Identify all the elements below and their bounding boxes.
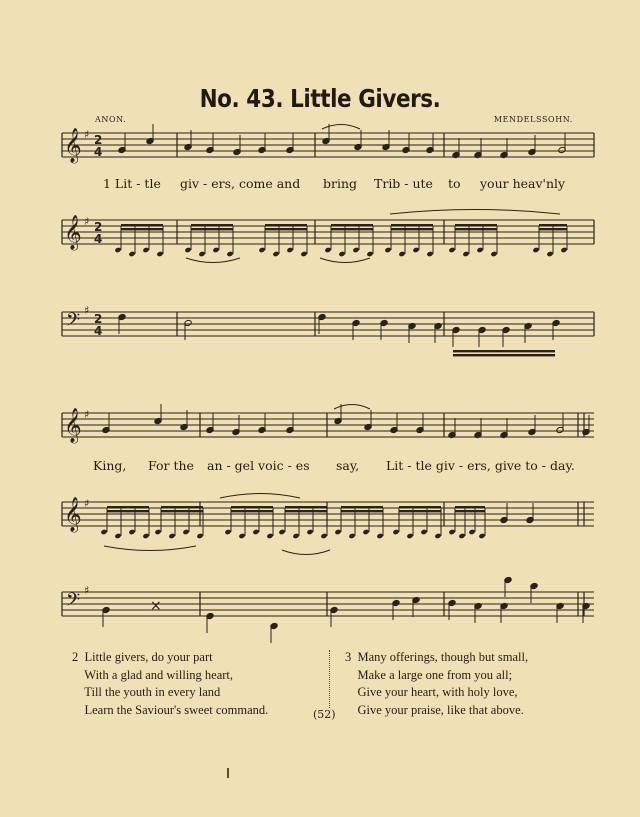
- treble-clef-icon: 𝄞: [64, 497, 82, 532]
- note-beam: [391, 224, 433, 226]
- sharp-icon: ♯: [84, 304, 90, 317]
- lyric-syllable: For the: [148, 458, 194, 473]
- composer-credit: MENDELSSOHN.: [493, 115, 573, 124]
- lyric-syllable: your heav'nly: [480, 176, 566, 191]
- note-beam: [455, 510, 485, 512]
- note-beam: [161, 510, 203, 512]
- lyricist-credit: ANON.: [95, 115, 127, 124]
- verse-line: With a glad and willing heart,: [72, 667, 234, 682]
- note-beam: [107, 510, 149, 512]
- note-beam: [341, 506, 383, 508]
- note-beam: [331, 224, 373, 226]
- lyric-syllable: 1 Lit - tle: [103, 176, 161, 191]
- verse-line: Learn the Saviour's sweet command.: [72, 702, 269, 717]
- note-beam: [453, 354, 555, 356]
- note-beam: [399, 506, 441, 508]
- verse-line: Give your praise, like that above.: [345, 702, 524, 717]
- bass-clef-icon: 𝄢: [66, 310, 81, 335]
- bass-clef-icon: 𝄢: [66, 590, 81, 615]
- note-beam: [285, 510, 327, 512]
- print-mark: [227, 768, 229, 778]
- verse-line: 2 Little givers, do your part: [72, 650, 213, 664]
- note-beam: [455, 224, 497, 226]
- page-number: (52): [313, 708, 336, 721]
- note-beam: [265, 224, 307, 226]
- sharp-icon: ♯: [84, 215, 90, 228]
- time-signature-top: 2: [94, 133, 103, 147]
- slur: [220, 494, 300, 499]
- note-beam: [455, 228, 497, 230]
- note-beam: [191, 228, 233, 230]
- slur: [186, 258, 240, 263]
- sharp-icon: ♯: [84, 584, 90, 597]
- note-beam: [191, 224, 233, 226]
- verse-2: [72, 649, 268, 719]
- treble-clef-icon: 𝄞: [64, 215, 82, 250]
- sharp-icon: ♯: [84, 408, 90, 421]
- lyric-syllable: giv - ers, come and: [180, 176, 301, 191]
- rest-icon: ×: [150, 598, 162, 614]
- time-signature-top: 2: [94, 312, 103, 326]
- verse-divider: [329, 650, 331, 708]
- song-title: No. 43. Little Givers.: [199, 84, 441, 113]
- note-beam: [331, 228, 373, 230]
- slur: [104, 546, 196, 551]
- slur: [282, 550, 330, 555]
- note-beam: [455, 506, 485, 508]
- slur: [322, 125, 360, 130]
- note-beam: [231, 506, 273, 508]
- time-signature-top: 2: [94, 220, 103, 234]
- note-beam: [341, 510, 383, 512]
- note-beam: [161, 506, 203, 508]
- note-beam: [539, 228, 567, 230]
- slur: [334, 405, 370, 410]
- lyric-syllable: Lit - tle giv - ers, give to - day.: [386, 458, 575, 473]
- treble-clef-icon: 𝄞: [64, 408, 82, 443]
- sharp-icon: ♯: [84, 497, 90, 510]
- lyric-syllable: say,: [336, 458, 360, 473]
- time-signature-bottom: 4: [94, 232, 103, 246]
- verse-line: Make a large one from you all;: [345, 667, 513, 682]
- lyric-syllable: bring: [323, 176, 358, 191]
- treble-clef-icon: 𝄞: [64, 128, 82, 163]
- time-signature-bottom: 4: [94, 324, 103, 338]
- note-beam: [453, 350, 555, 352]
- slur: [320, 258, 370, 263]
- verse-line: Till the youth in every land: [72, 685, 221, 699]
- note-beam: [121, 228, 163, 230]
- lyric-syllable: an - gel voic - es: [207, 458, 310, 473]
- lyric-syllable: to: [448, 176, 461, 191]
- note-beam: [391, 228, 433, 230]
- note-beam: [107, 506, 149, 508]
- note-beam: [265, 228, 307, 230]
- verse-line: 3 Many offerings, though but small,: [345, 650, 529, 664]
- lyric-syllable: King,: [93, 458, 127, 473]
- note-beam: [231, 510, 273, 512]
- note-beam: [539, 224, 567, 226]
- note-beam: [121, 224, 163, 226]
- note-beam: [399, 510, 441, 512]
- verse-3: [345, 649, 528, 719]
- lyric-syllable: Trib - ute: [374, 176, 433, 191]
- sharp-icon: ♯: [84, 128, 90, 141]
- time-signature-bottom: 4: [94, 145, 103, 159]
- verse-line: Give your heart, with holy love,: [345, 685, 518, 699]
- slur: [390, 210, 560, 215]
- note-beam: [285, 506, 327, 508]
